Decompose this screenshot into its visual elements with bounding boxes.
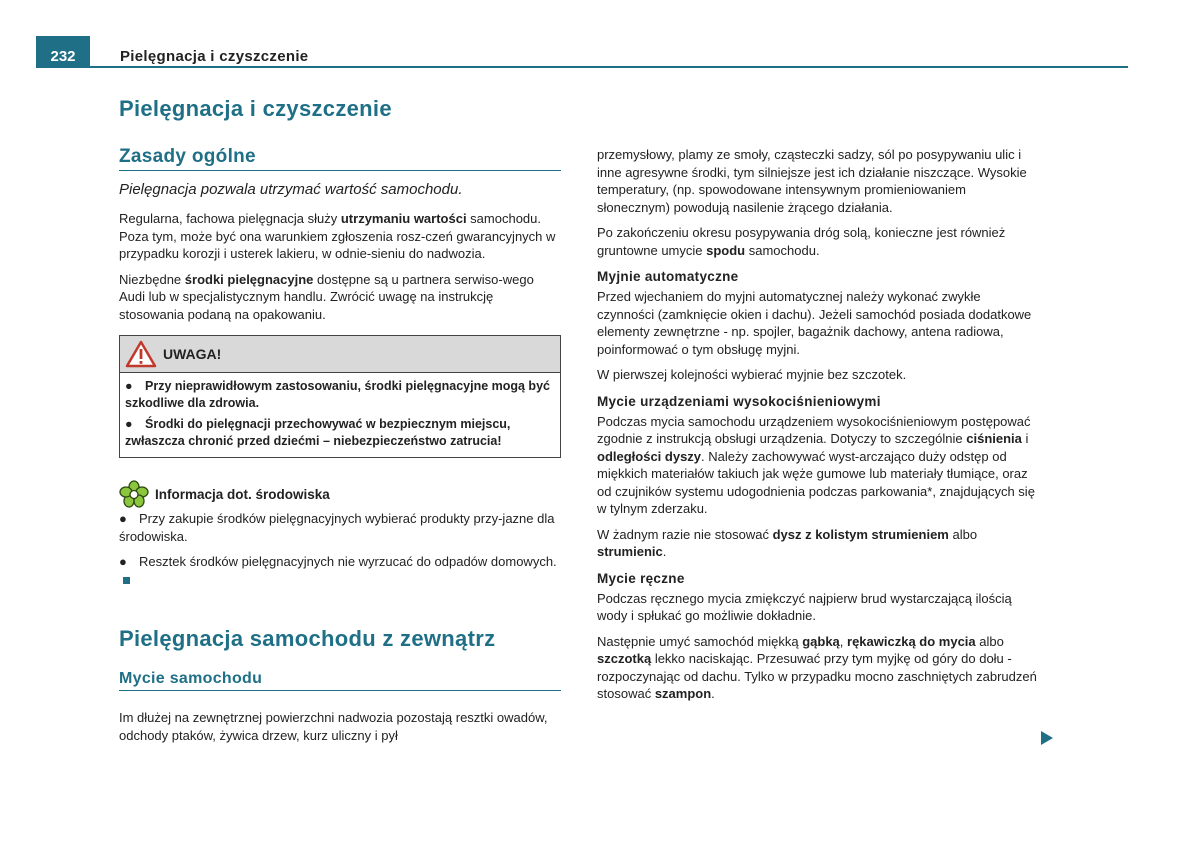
section-heading-general: Zasady ogólne — [119, 146, 561, 171]
subheading-high-pressure: Mycie urządzeniami wysokociśnieniowymi — [597, 393, 881, 409]
chapter-title: Pielęgnacja i czyszczenie — [119, 96, 392, 121]
paragraph: Im dłużej na zewnętrznej powierzchni nadwozia pozostają resztki owadów, odchody ptaków, żywica drzew, kurz uliczny i pył — [119, 710, 548, 743]
paragraph: Regularna, fachowa pielęgnacja służy utrzymaniu wartości samochodu. Poza tym, może być ona warunkiem zgłoszenia rosz-czeń gwarancyjnych w przypadku korozji i usterek lakieru, w odnie-sieniu do nadwozia. — [119, 211, 556, 261]
header-rule — [90, 66, 1128, 68]
paragraph: Niezbędne środki pielęgnacyjne dostępne są u partnera serwiso-wego Audi lub w specjalistycznym handlu. Zwrócić uwagę na instrukcję stosowania podaną na opakowaniu. — [119, 271, 534, 322]
next-page-arrow-icon[interactable] — [1041, 731, 1053, 745]
paragraph: Następnie umyć samochód miękką gąbką, rękawiczką do mycia albo szczotką lekko naciskając. Przesuwać przy tym myjkę od góry do dołu - rozpoczynając od dachu. Tylko w przypadku mocno zaschniętych zabrudzeń stosować szampon. — [597, 633, 1037, 701]
page-header — [36, 36, 1128, 68]
warning-item: ● Przy nieprawidłowym zastosowaniu, środki pielęgnacyjne mogą być szkodliwe dla zdrowia. — [125, 379, 550, 410]
paragraph: W pierwszej kolejności wybierać myjnie bez szczotek. — [597, 367, 907, 382]
section-lead: Pielęgnacja pozwala utrzymać wartość samochodu. — [119, 181, 463, 198]
eco-header — [119, 480, 561, 508]
warning-label: UWAGA! — [163, 346, 222, 362]
paragraph: przemysłowy, plamy ze smoły, cząsteczki sadzy, sól po posypywaniu ulic i inne agresywne środki, tym silniejsze jest ich działanie niszczące. Wysokie temperatury, (np. spowodowane intensywnym promieniowaniem słonecznym) powodują nasilenie żrącego działania. — [597, 147, 1027, 215]
eco-title: Informacja dot. środowiska — [155, 486, 330, 502]
paragraph: Po zakończeniu okresu posypywania dróg solą, konieczne jest również gruntowne umycie spodu samochodu. — [597, 225, 1006, 258]
page-number: 232 — [36, 36, 90, 68]
eco-item: ● Przy zakupie środków pielęgnacyjnych wybierać produkty przy-jazne dla środowiska. — [119, 511, 555, 544]
subsection-heading-washing: Mycie samochodu — [119, 670, 561, 691]
warning-triangle-icon — [125, 340, 157, 368]
warning-box — [119, 335, 561, 458]
right-column — [597, 146, 1037, 711]
paragraph: Podczas mycia samochodu urządzeniem wysokociśnieniowym postępować zgodnie z instrukcją obsługi urządzenia. Dotyczy to szczególnie ciśnienia i odległości dyszy. Należy zachowywać wyst-arczająco duży odstęp od miękkich materiałów takiuch jak węże gumowe lub materiały tłumiące, oraz od czujników systemu udogodnienia podczas parkowania*, znajdujących się w tylnym zderzaku. — [597, 413, 1035, 516]
end-of-section-icon — [123, 577, 130, 584]
subheading-automatic-wash: Myjnie automatyczne — [597, 269, 739, 284]
paragraph: Podczas ręcznego mycia zmiękczyć najpierw brud wystarczającą ilością wody i spłukać go możliwie dokładnie. — [597, 590, 1012, 623]
warning-item: ● Środki do pielęgnacji przechowywać w bezpiecznym miejscu, zwłaszcza chronić przed dziećmi – niebezpieczeństwo zatrucia! — [125, 417, 511, 448]
flower-icon — [119, 480, 149, 508]
section-heading-exterior: Pielęgnacja samochodu z zewnątrz — [119, 626, 496, 651]
paragraph: W żadnym razie nie stosować dysz z kolistym strumieniem albo strumienic. — [597, 526, 978, 559]
warning-header — [120, 336, 560, 373]
running-title: Pielęgnacja i czyszczenie — [120, 48, 309, 65]
paragraph: Przed wjechaniem do myjni automatycznej należy wykonać zwykłe czynności (zamknięcie okien i dachu). Jeżeli samochód posiada dodatkowe elementy zewnętrzne - np. spojler, bagażnik dachowy, antena radiowa, poinformować o tym obsługę myjni. — [597, 289, 1032, 357]
warning-body — [120, 373, 560, 457]
eco-item: ● Resztek środków pielęgnacyjnych nie wyrzucać do odpadów domowych. — [119, 553, 561, 588]
left-column — [119, 96, 561, 752]
subheading-manual-wash: Mycie ręczne — [597, 570, 685, 586]
